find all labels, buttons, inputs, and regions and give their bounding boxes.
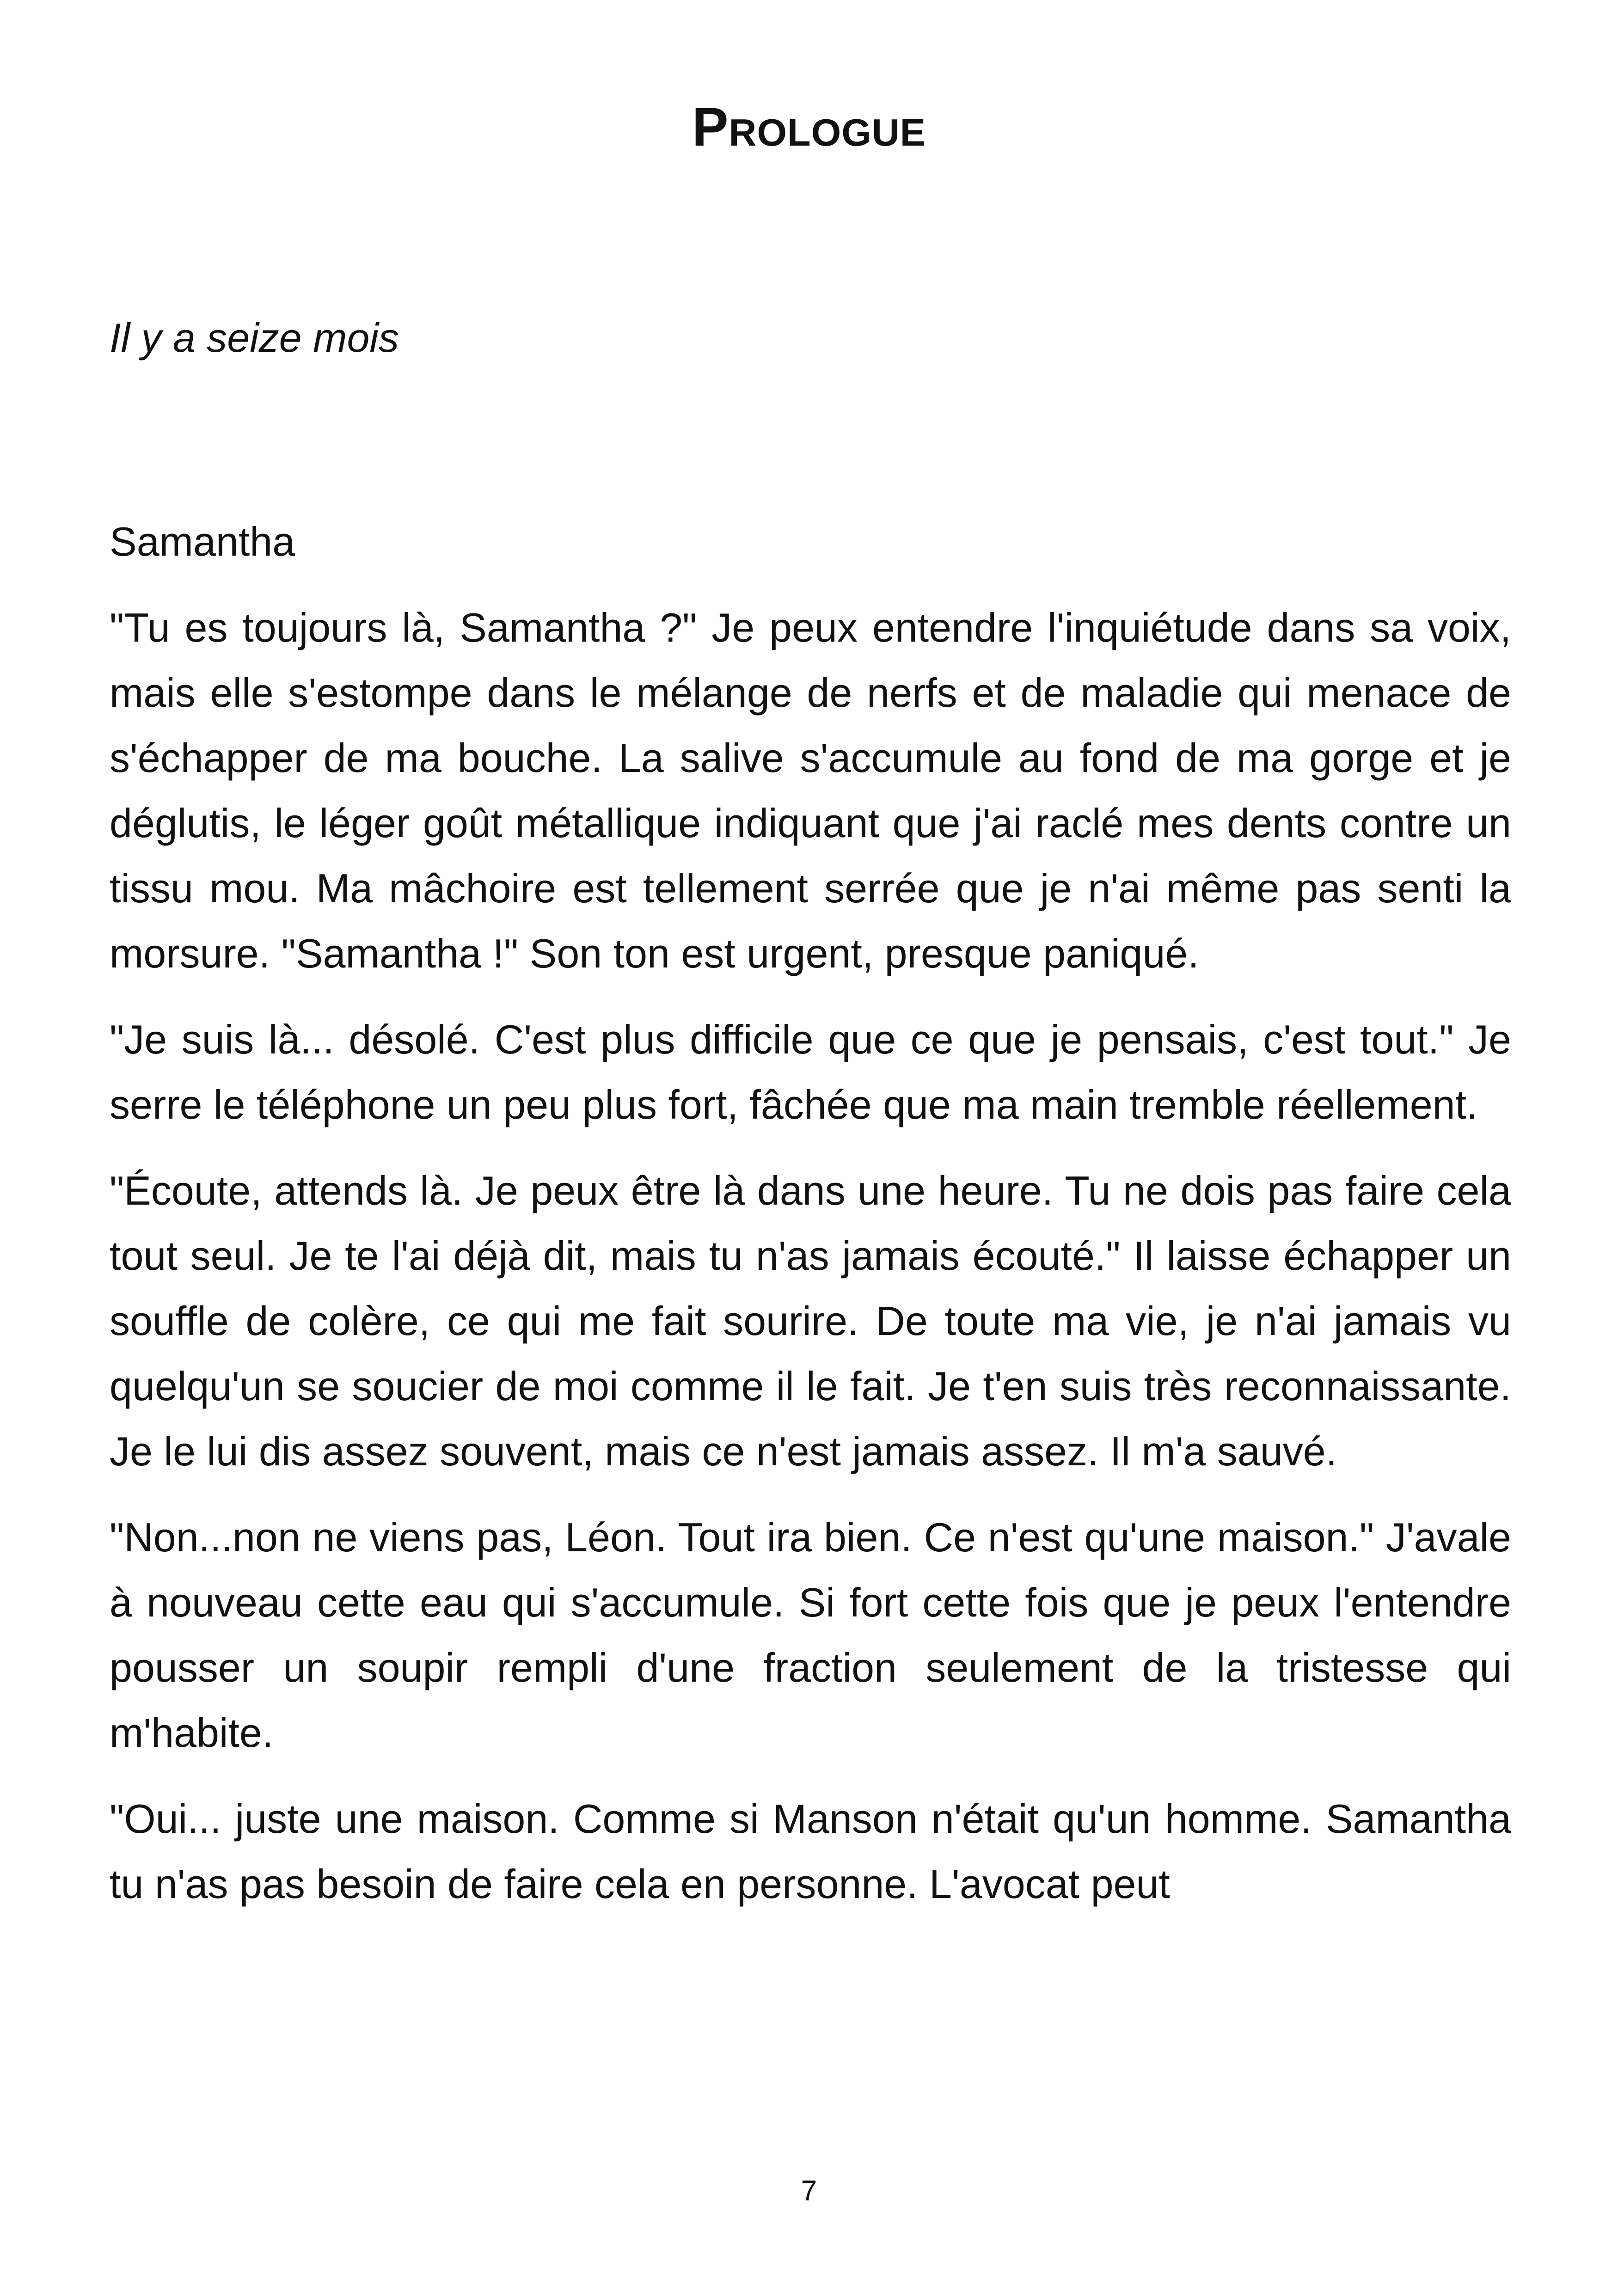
paragraph-4: "Non...non ne viens pas, Léon. Tout ira bien. Ce n'est qu'une maison." J'avale à nouveau cette eau qui s'accumule. Si fort cette fois que je peux l'entendre pousser un soupir rempli d'une fraction seulement de la tristesse qui m'habite. (110, 1514, 1511, 1756)
speaker-heading: Samantha (110, 519, 295, 564)
paragraph-3: "Écoute, attends là. Je peux être là dans une heure. Tu ne dois pas faire cela tout seul. Je te l'ai déjà dit, mais tu n'as jamais écouté." Il laisse échapper un souffle de colère, ce qui me fait sourire. De toute ma vie, je n'ai jamais vu quelqu'un se soucier de moi comme il le fait. Je t'en suis très reconnaissante. Je le lui dis assez souvent, mais ce n'est jamais assez. Il m'a sauvé. (110, 1168, 1511, 1474)
paragraph-5: "Oui... juste une maison. Comme si Manson n'était qu'un homme. Samantha tu n'as pas besoin de faire cela en personne. L'avocat peut (110, 1796, 1511, 1907)
chapter-body (110, 305, 1511, 1937)
page-number: 7 (801, 2175, 817, 2207)
paragraph-2: "Je suis là... désolé. C'est plus difficile que ce que je pensais, c'est tout." Je serre le téléphone un peu plus fort, fâchée que ma main tremble réellement. (110, 1016, 1511, 1127)
paragraph-1: "Tu es toujours là, Samantha ?" Je peux entendre l'inquiétude dans sa voix, mais elle s'estompe dans le mélange de nerfs et de maladie qui menace de s'échapper de ma bouche. La salive s'accumule au fond de ma gorge et je déglutis, le léger goût métallique indiquant que j'ai raclé mes dents contre un tissu mou. Ma mâchoire est tellement serrée que je n'ai même pas senti la morsure. "Samantha !" Son ton est urgent, presque paniqué. (110, 605, 1511, 976)
time-marker: Il y a seize mois (110, 315, 399, 361)
chapter-title: Prologue (692, 97, 926, 158)
